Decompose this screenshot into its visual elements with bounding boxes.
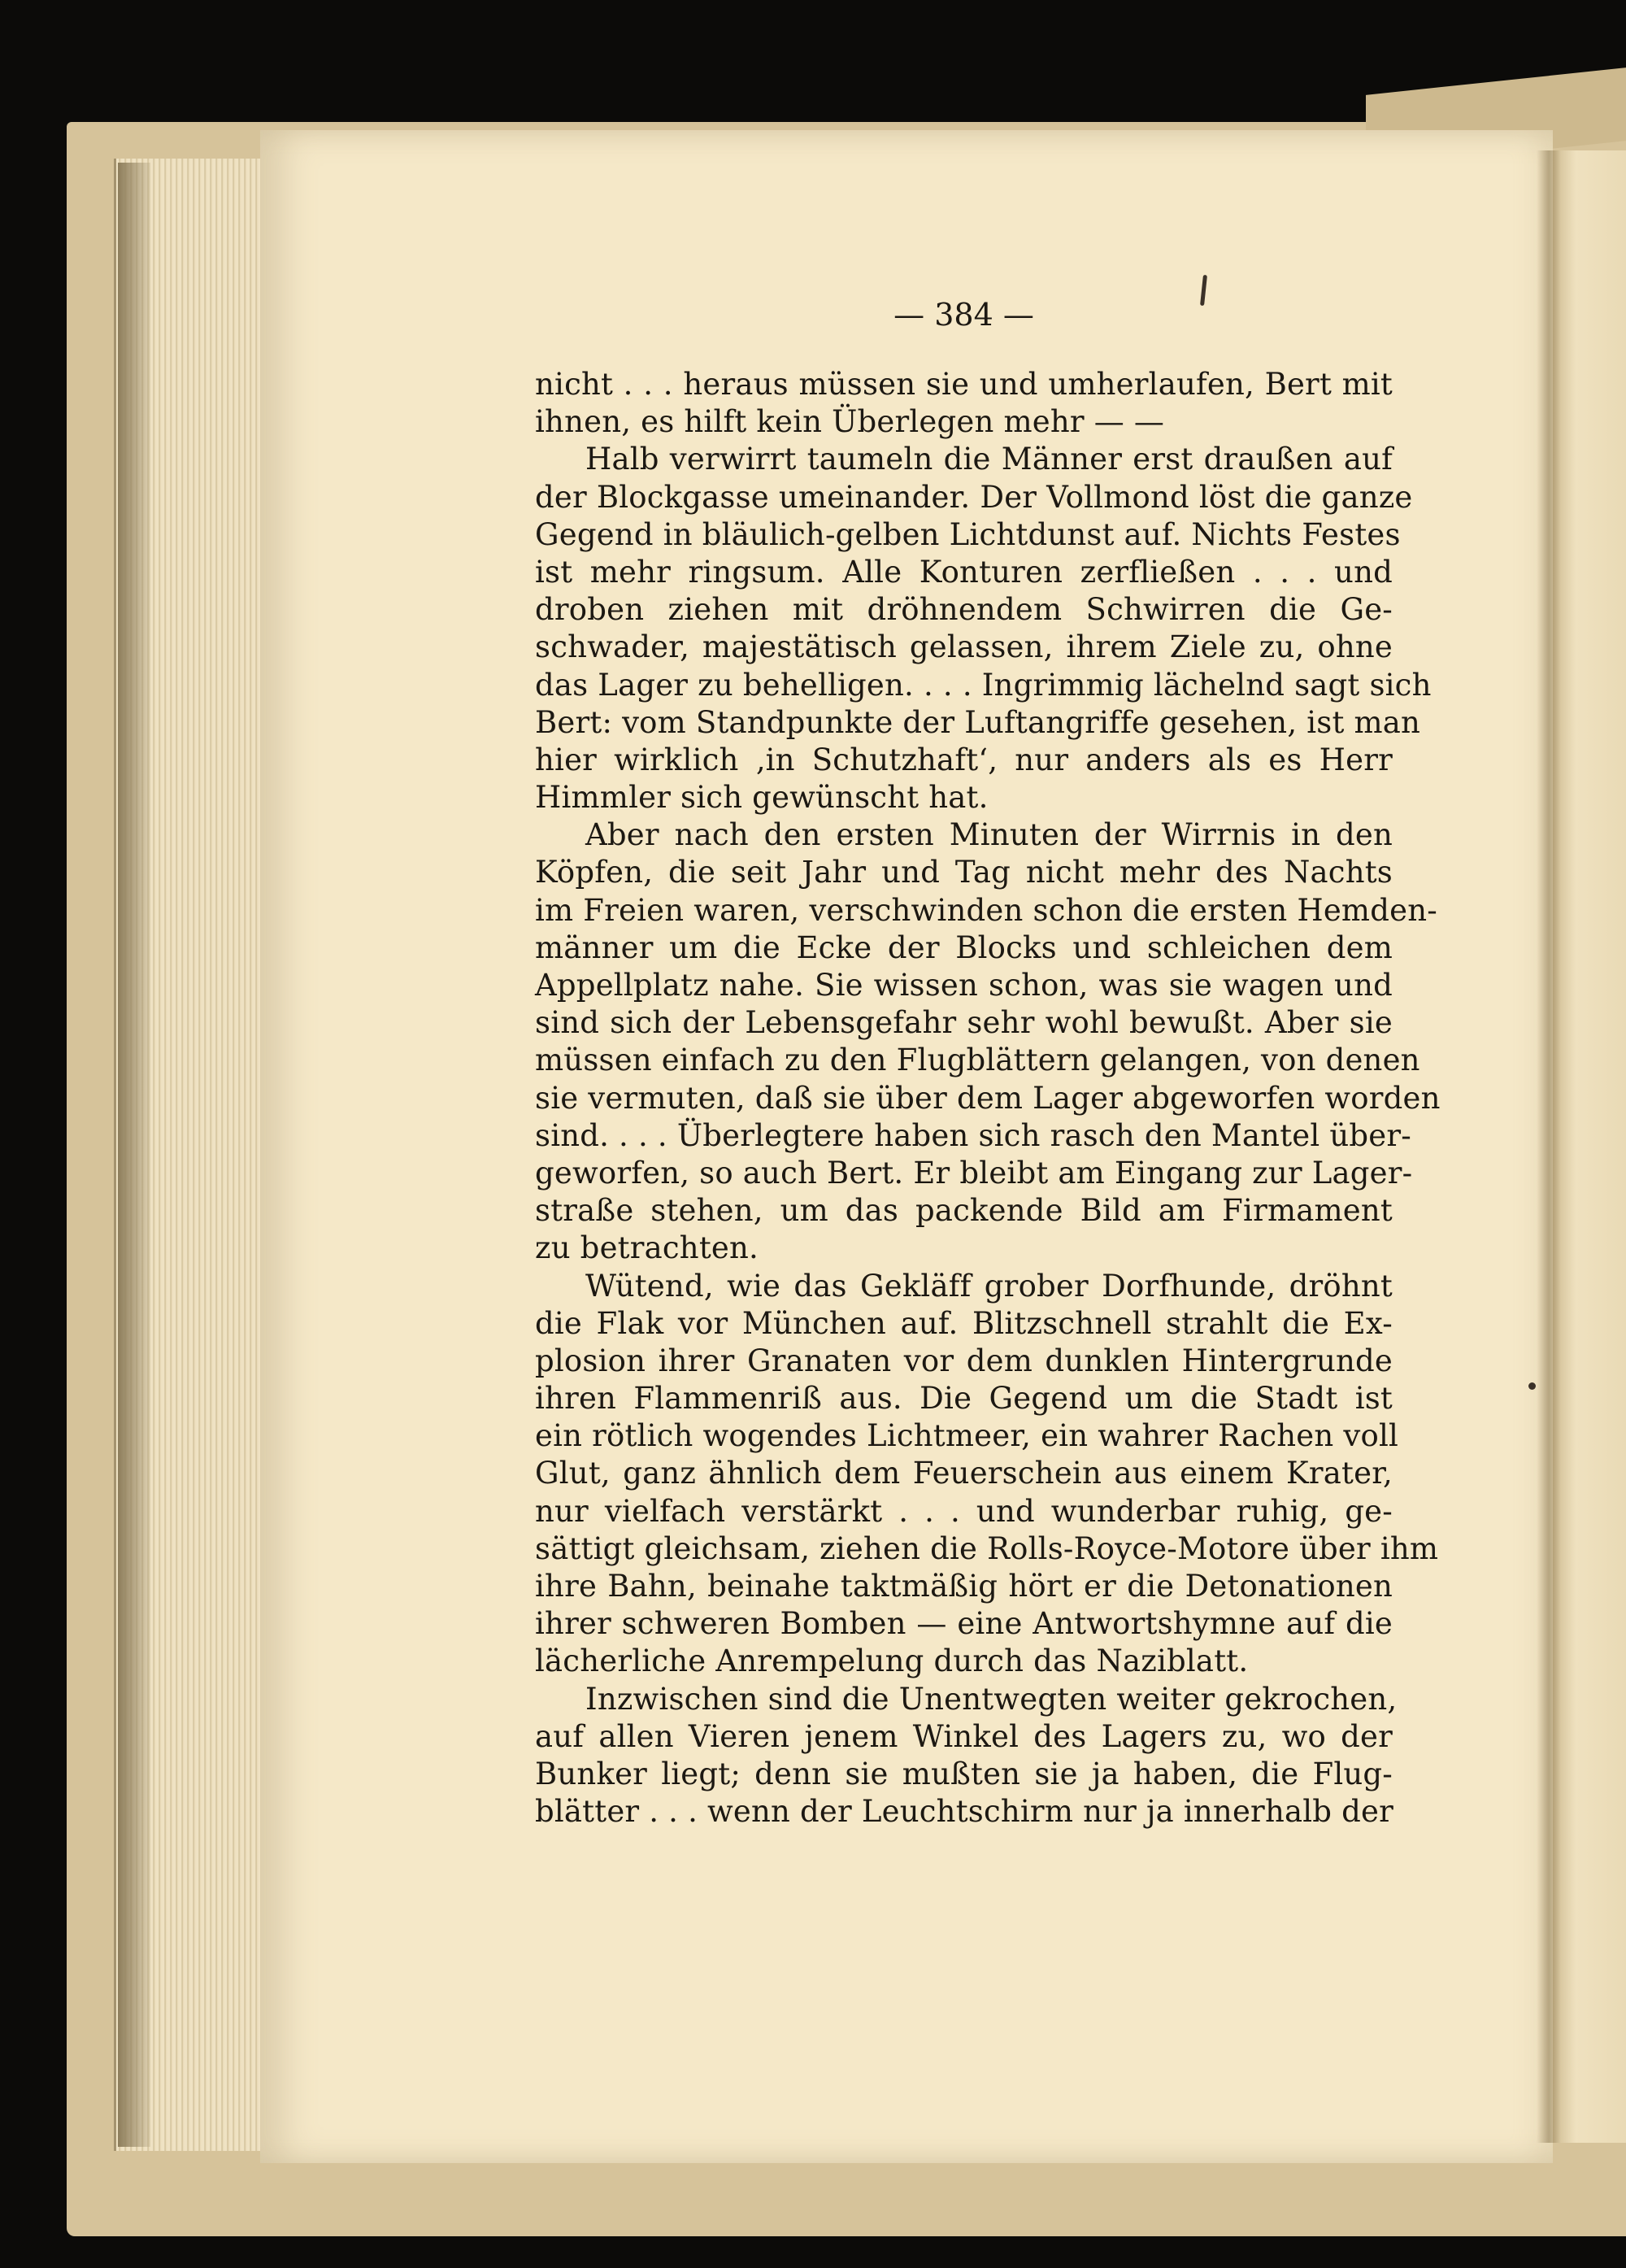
text-line: schwader, majestätisch gelassen, ihrem Ziele zu, ohne	[535, 629, 1393, 665]
text-line: straße stehen, um das packende Bild am Firmament	[535, 1193, 1393, 1229]
body-text	[535, 366, 1441, 1831]
text-line: auf allen Vieren jenem Winkel des Lagers zu, wo der	[535, 1718, 1393, 1754]
text-block	[535, 297, 1441, 1831]
page-edge-shadow	[118, 163, 150, 2147]
text-line: Bert: vom Standpunkte der Luftangriffe gesehen, ist man	[535, 704, 1421, 740]
text-line: im Freien waren, verschwinden schon die ersten Hemden-	[535, 892, 1437, 928]
text-line: sättigt gleichsam, ziehen die Rolls-Royce-Motore über ihm	[535, 1530, 1439, 1566]
text-line: Bunker liegt; denn sie mußten sie ja haben, die Flug-	[535, 1756, 1393, 1791]
text-line: sie vermuten, daß sie über dem Lager abgeworfen worden	[535, 1080, 1441, 1116]
text-line: ihren Flammenriß aus. Die Gegend um die Stadt ist	[535, 1381, 1393, 1417]
text-line: Gegend in bläulich-gelben Lichtdunst auf. Nichts Festes	[535, 516, 1401, 552]
text-line: blätter . . . wenn der Leuchtschirm nur ja innerhalb der	[535, 1794, 1393, 1830]
text-line: Himmler sich gewünscht hat.	[535, 780, 989, 816]
text-line: ihrer schweren Bomben — eine Antwortshymne auf die	[535, 1606, 1393, 1642]
text-line: sind. . . . Überlegtere haben sich rasch den Mantel über-	[535, 1117, 1411, 1153]
text-line: männer um die Ecke der Blocks und schleichen dem	[535, 929, 1393, 965]
text-line: lächerliche Anrempelung durch das Naziblatt.	[535, 1643, 1249, 1679]
text-line: der Blockgasse umeinander. Der Vollmond löst die ganze	[535, 479, 1413, 515]
text-line: Aber nach den ersten Minuten der Wirrnis in den	[585, 817, 1393, 853]
text-line: ein rötlich wogendes Lichtmeer, ein wahrer Rachen voll	[535, 1418, 1399, 1454]
text-line: ist mehr ringsum. Alle Konturen zerfließen . . . und	[535, 554, 1393, 590]
text-line: nur vielfach verstärkt . . . und wunderbar ruhig, ge-	[535, 1493, 1393, 1529]
text-line: nicht . . . heraus müssen sie und umherlaufen, Bert mit	[535, 367, 1393, 402]
text-line: Glut, ganz ähnlich dem Feuerschein aus einem Krater,	[535, 1456, 1393, 1491]
text-line: hier wirklich ‚in Schutzhaft‘, nur anders als es Herr	[535, 742, 1393, 777]
text-line: sind sich der Lebensgefahr sehr wohl bewußt. Aber sie	[535, 1005, 1393, 1041]
text-line: Inzwischen sind die Unentwegten weiter gekrochen,	[585, 1681, 1398, 1717]
text-line: droben ziehen mit dröhnendem Schwirren die Ge-	[535, 592, 1393, 628]
text-line: Köpfen, die seit Jahr und Tag nicht mehr des Nachts	[535, 855, 1393, 890]
text-line: müssen einfach zu den Flugblättern gelangen, von denen	[535, 1043, 1420, 1078]
gutter-shadow	[1537, 150, 1561, 2143]
text-line: plosion ihrer Granaten vor dem dunklen Hintergrunde	[535, 1343, 1393, 1378]
ink-speck	[1528, 1382, 1536, 1390]
text-line: die Flak vor München auf. Blitzschnell strahlt die Ex-	[535, 1305, 1393, 1341]
text-line: Appellplatz nahe. Sie wissen schon, was sie wagen und	[535, 968, 1393, 1003]
text-line: ihnen, es hilft kein Überlegen mehr — —	[535, 404, 1165, 440]
text-line: das Lager zu behelligen. . . . Ingrimmig lächelnd sagt sich	[535, 667, 1432, 703]
text-line: zu betrachten.	[535, 1230, 759, 1266]
text-line: Wütend, wie das Gekläff grober Dorfhunde, dröhnt	[585, 1268, 1393, 1304]
text-line: Halb verwirrt taumeln die Männer erst draußen auf	[585, 442, 1393, 477]
page-number: — 384 —	[893, 297, 1034, 333]
text-line: geworfen, so auch Bert. Er bleibt am Eingang zur Lager-	[535, 1155, 1413, 1191]
text-line: ihre Bahn, beinahe taktmäßig hört er die Detonationen	[535, 1569, 1393, 1604]
